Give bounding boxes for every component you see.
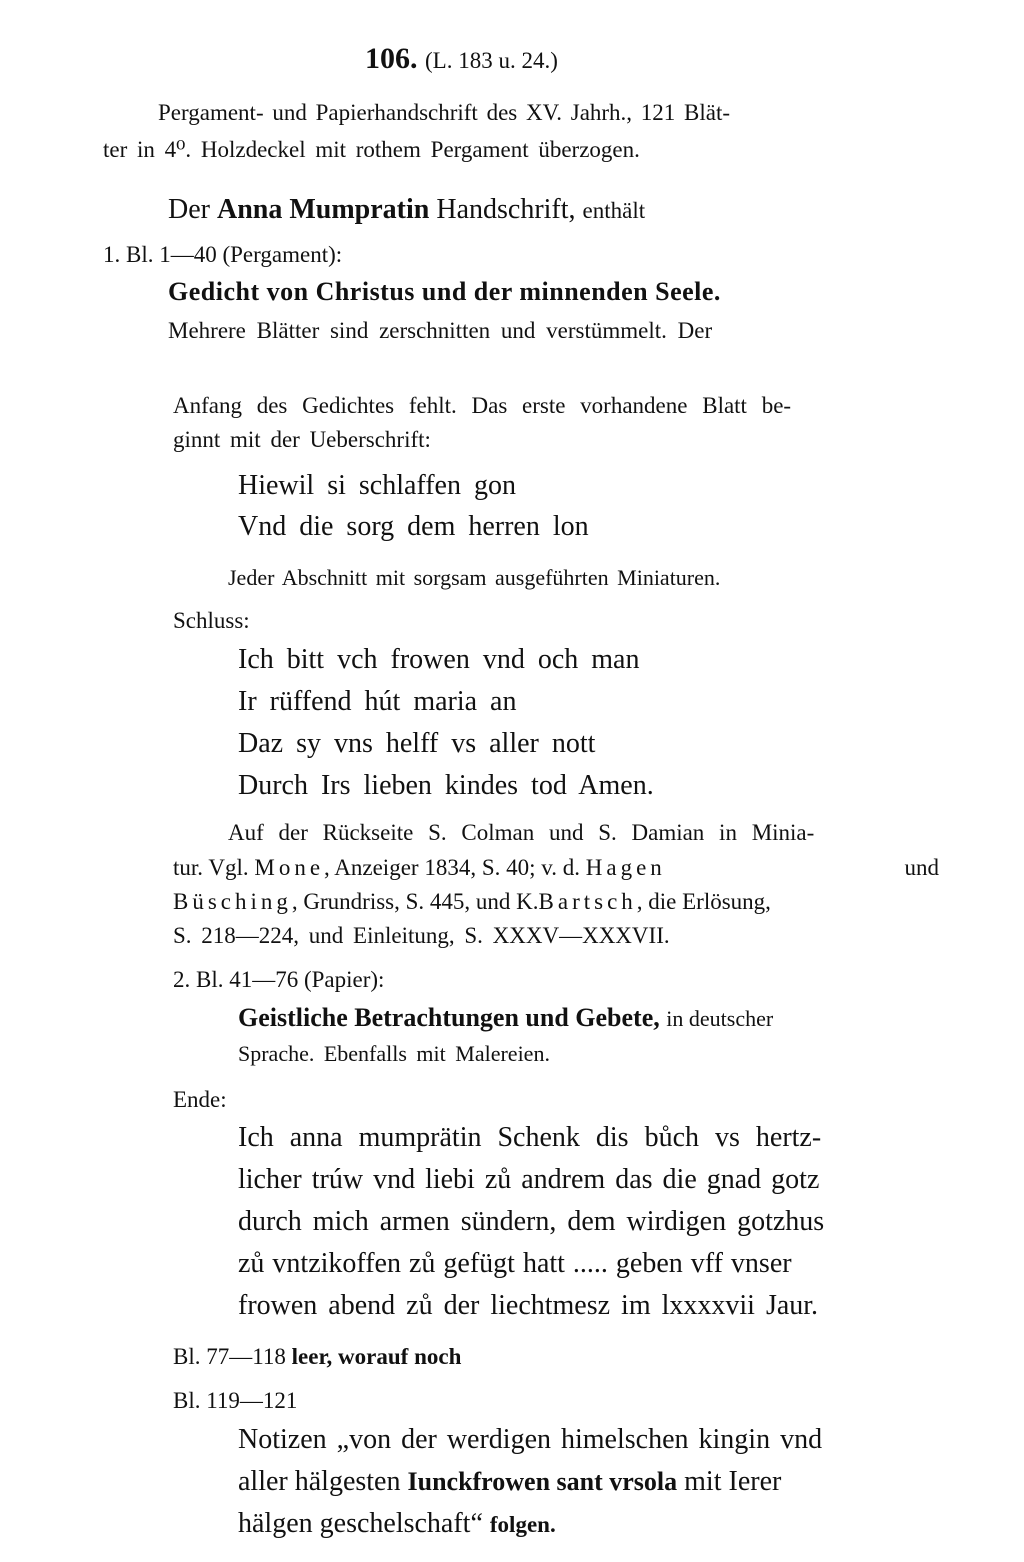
anfang-line-1: Anfang des Gedichtes fehlt. Das erste vorhandene Blatt be-: [173, 393, 792, 418]
ende-line-5: frowen abend zů der liechtmesz im lxxxxvii Jaur.: [238, 1290, 819, 1321]
ende-line-2: licher trúw vnd liebi zů andrem das die gnad gotz: [238, 1164, 820, 1195]
verse-start-1: Hiewil si schlaffen gon: [238, 470, 516, 501]
intro-line: Der Anna Mumpratin Handschrift, enthält: [168, 194, 646, 225]
catalog-ref: (L. 183 u. 24.): [425, 48, 558, 73]
ende-line-4: zů vntzikoffen zů gefügt hatt ..... geben vff vnser: [238, 1248, 792, 1279]
section2-title: Geistliche Betrachtungen und Gebete,: [238, 1003, 660, 1032]
refs-line-3: Büsching, Grundriss, S. 445, und K.Bartsch, die Erlösung,: [173, 889, 771, 914]
refs-line-1: Auf der Rückseite S. Colman und S. Damian in Minia-: [228, 820, 815, 845]
section2-title-line: Geistliche Betrachtungen und Gebete, in deutscher: [238, 1003, 774, 1032]
refs-line-2: tur. Vgl. Mone, Anzeiger 1834, S. 40; v. d. Hagen und: [173, 855, 939, 880]
refs-line-4: S. 218—224, und Einleitung, S. XXXV—XXXVII.: [173, 923, 670, 948]
bl77-line: Bl. 77—118 leer, worauf noch: [173, 1344, 462, 1369]
anfang-line-2: ginnt mit der Ueberschrift:: [173, 427, 431, 452]
bl119-label: Bl. 119—121: [173, 1388, 298, 1413]
description-line-1: Pergament- und Papierhandschrift des XV. Jahrh., 121 Blät-: [158, 100, 731, 125]
section1-label: 1. Bl. 1—40 (Pergament):: [103, 242, 343, 267]
catalog-number: 106.: [365, 42, 418, 75]
section1-title: Gedicht von Christus und der minnenden Seele.: [168, 277, 721, 306]
miniaturen-note: Jeder Abschnitt mit sorgsam ausgeführten Miniaturen.: [228, 565, 721, 590]
verse-end-4: Durch Irs lieben kindes tod Amen.: [238, 770, 654, 801]
description-line-2: ter in 4⁰. Holzdeckel mit rothem Pergament überzogen.: [103, 137, 640, 162]
bl119-line-1: Notizen „von der werdigen himelschen kingin vnd: [238, 1424, 823, 1455]
author-hagen: Hagen: [585, 855, 666, 880]
owner-name: Anna Mumpratin: [216, 194, 430, 225]
verse-end-2: Ir rüffend hút maria an: [238, 686, 517, 717]
verse-end-1: Ich bitt vch frowen vnd och man: [238, 644, 640, 675]
section2-line-2: Sprache. Ebenfalls mit Malereien.: [238, 1041, 550, 1066]
page-heading: [365, 42, 558, 76]
bl119-line-3: hälgen geschelschaft“ folgen.: [238, 1508, 556, 1539]
saint-name: Iunckfrowen sant vrsola: [407, 1467, 678, 1496]
schluss-label: Schluss:: [173, 608, 250, 633]
author-mone: Mone: [254, 855, 325, 880]
verse-start-2: Vnd die sorg dem herren lon: [238, 511, 589, 542]
ende-label: Ende:: [173, 1087, 227, 1112]
ende-line-3: durch mich armen sündern, dem wirdigen gotzhus: [238, 1206, 825, 1237]
section1-note: Mehrere Blätter sind zerschnitten und verstümmelt. Der: [168, 318, 713, 343]
bl119-line-2: aller hälgesten Iunckfrowen sant vrsola mit Ierer: [238, 1466, 782, 1497]
author-bartsch: Bartsch: [538, 889, 637, 914]
verse-end-3: Daz sy vns helff vs aller nott: [238, 728, 596, 759]
author-busching: Büsching: [173, 889, 292, 914]
section2-label: 2. Bl. 41—76 (Papier):: [173, 967, 385, 992]
ende-line-1: Ich anna mumprätin Schenk dis bůch vs hertz-: [238, 1122, 822, 1153]
